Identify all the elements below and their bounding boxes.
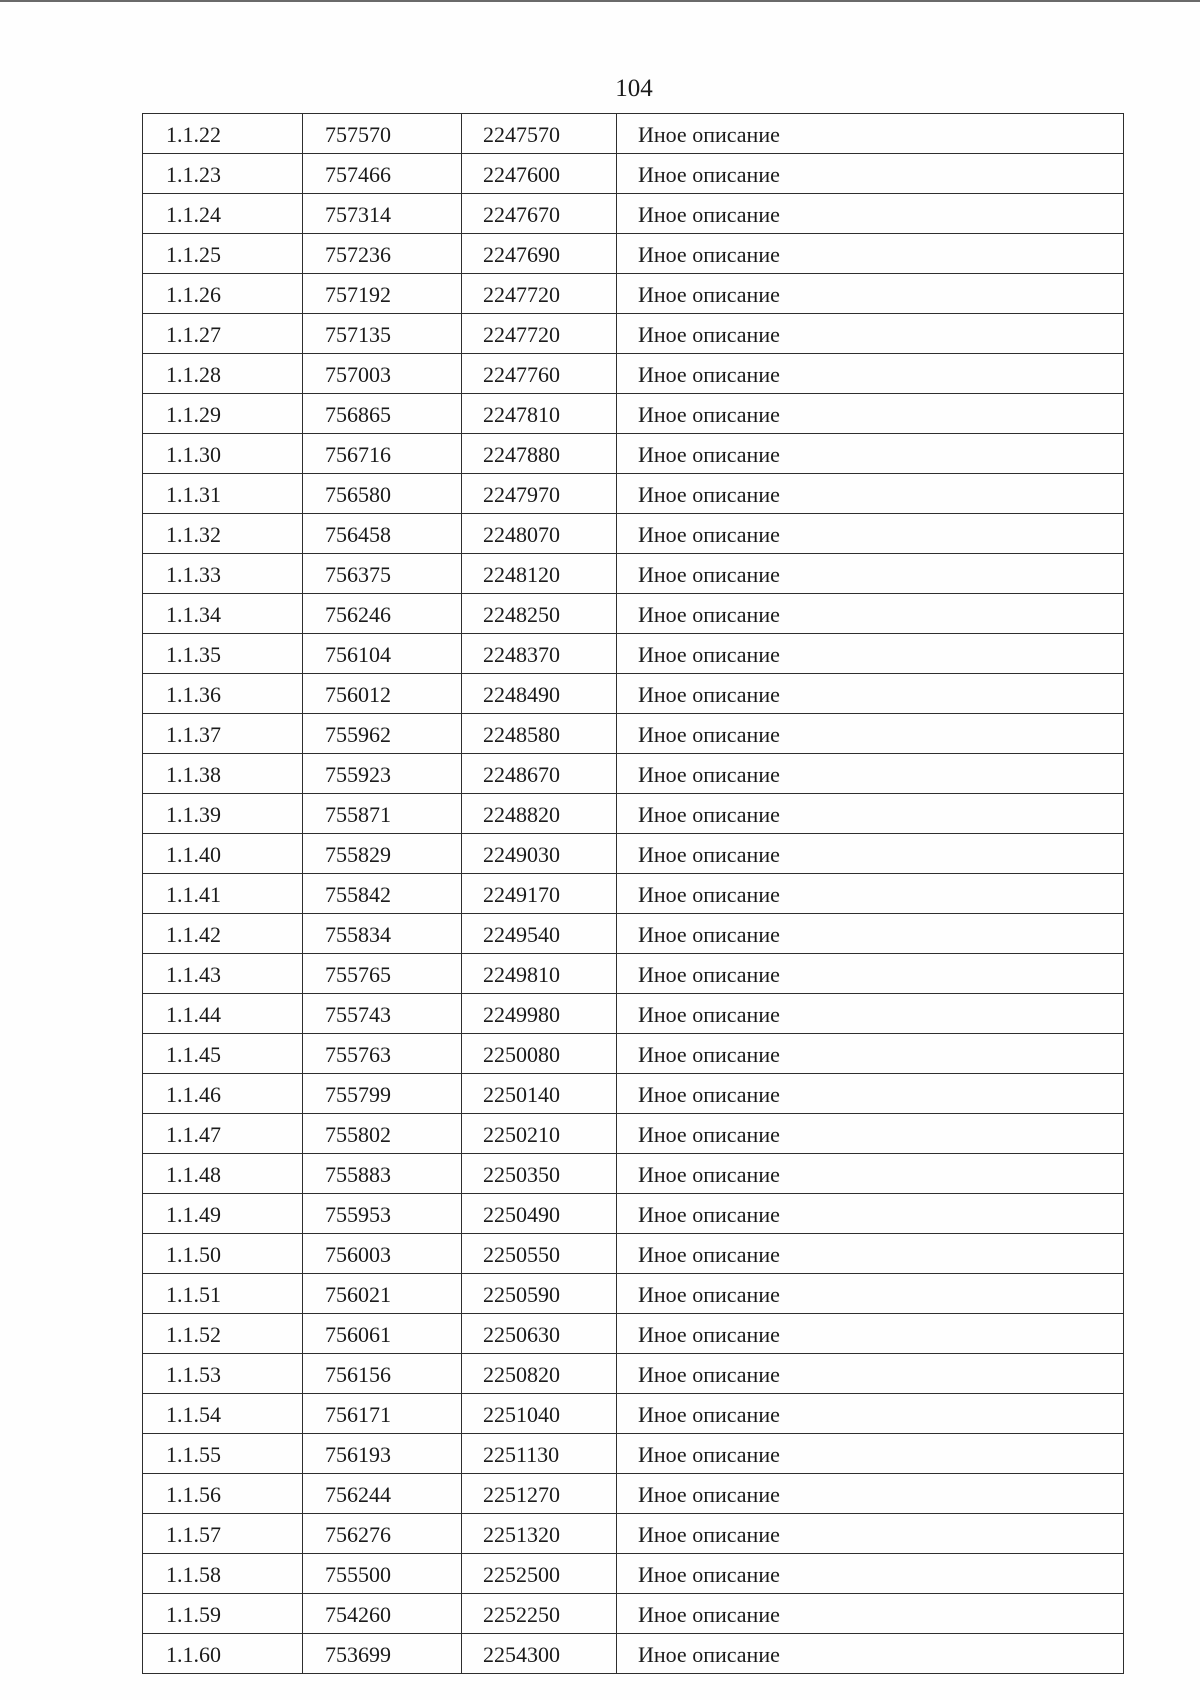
description-cell: Иное описание <box>617 1034 1124 1074</box>
x-coordinate-cell: 755871 <box>303 794 462 834</box>
point-number-cell: 1.1.49 <box>143 1194 303 1234</box>
y-coordinate-cell: 2248250 <box>462 594 617 634</box>
page-number: 104 <box>615 75 653 102</box>
description-cell: Иное описание <box>617 194 1124 234</box>
point-number-cell: 1.1.25 <box>143 234 303 274</box>
point-number-cell: 1.1.41 <box>143 874 303 914</box>
description-cell: Иное описание <box>617 994 1124 1034</box>
description-cell: Иное описание <box>617 1234 1124 1274</box>
y-coordinate-cell: 2249170 <box>462 874 617 914</box>
y-coordinate-cell: 2248070 <box>462 514 617 554</box>
table-body <box>143 114 1124 1674</box>
table-row <box>143 1194 1124 1234</box>
x-coordinate-cell: 756865 <box>303 394 462 434</box>
description-cell: Иное описание <box>617 1474 1124 1514</box>
table-row <box>143 474 1124 514</box>
table-row <box>143 674 1124 714</box>
x-coordinate-cell: 757314 <box>303 194 462 234</box>
x-coordinate-cell: 755500 <box>303 1554 462 1594</box>
point-number-cell: 1.1.37 <box>143 714 303 754</box>
point-number-cell: 1.1.43 <box>143 954 303 994</box>
x-coordinate-cell: 755834 <box>303 914 462 954</box>
table-row <box>143 434 1124 474</box>
table-row <box>143 1234 1124 1274</box>
table-row <box>143 354 1124 394</box>
description-cell: Иное описание <box>617 434 1124 474</box>
description-cell: Иное описание <box>617 394 1124 434</box>
point-number-cell: 1.1.59 <box>143 1594 303 1634</box>
x-coordinate-cell: 756061 <box>303 1314 462 1354</box>
description-cell: Иное описание <box>617 154 1124 194</box>
x-coordinate-cell: 757192 <box>303 274 462 314</box>
table-row <box>143 394 1124 434</box>
description-cell: Иное описание <box>617 554 1124 594</box>
y-coordinate-cell: 2250080 <box>462 1034 617 1074</box>
x-coordinate-cell: 757135 <box>303 314 462 354</box>
description-cell: Иное описание <box>617 1314 1124 1354</box>
x-coordinate-cell: 754260 <box>303 1594 462 1634</box>
description-cell: Иное описание <box>617 114 1124 154</box>
description-cell: Иное описание <box>617 1434 1124 1474</box>
point-number-cell: 1.1.55 <box>143 1434 303 1474</box>
point-number-cell: 1.1.40 <box>143 834 303 874</box>
scan-edge <box>0 0 1200 2</box>
x-coordinate-cell: 755883 <box>303 1154 462 1194</box>
point-number-cell: 1.1.26 <box>143 274 303 314</box>
point-number-cell: 1.1.31 <box>143 474 303 514</box>
table-row <box>143 514 1124 554</box>
table-row <box>143 834 1124 874</box>
point-number-cell: 1.1.28 <box>143 354 303 394</box>
x-coordinate-cell: 757570 <box>303 114 462 154</box>
description-cell: Иное описание <box>617 674 1124 714</box>
description-cell: Иное описание <box>617 954 1124 994</box>
description-cell: Иное описание <box>617 634 1124 674</box>
table-row <box>143 1314 1124 1354</box>
table-row <box>143 914 1124 954</box>
table-row <box>143 754 1124 794</box>
point-number-cell: 1.1.33 <box>143 554 303 594</box>
table-row <box>143 314 1124 354</box>
point-number-cell: 1.1.56 <box>143 1474 303 1514</box>
point-number-cell: 1.1.46 <box>143 1074 303 1114</box>
y-coordinate-cell: 2248580 <box>462 714 617 754</box>
point-number-cell: 1.1.35 <box>143 634 303 674</box>
x-coordinate-cell: 756580 <box>303 474 462 514</box>
description-cell: Иное описание <box>617 1114 1124 1154</box>
y-coordinate-cell: 2248670 <box>462 754 617 794</box>
y-coordinate-cell: 2247690 <box>462 234 617 274</box>
table-row <box>143 1554 1124 1594</box>
point-number-cell: 1.1.22 <box>143 114 303 154</box>
point-number-cell: 1.1.60 <box>143 1634 303 1674</box>
point-number-cell: 1.1.48 <box>143 1154 303 1194</box>
table-row <box>143 1474 1124 1514</box>
table-row <box>143 1074 1124 1114</box>
table-row <box>143 274 1124 314</box>
point-number-cell: 1.1.52 <box>143 1314 303 1354</box>
table-row <box>143 1634 1124 1674</box>
x-coordinate-cell: 757003 <box>303 354 462 394</box>
point-number-cell: 1.1.36 <box>143 674 303 714</box>
x-coordinate-cell: 757466 <box>303 154 462 194</box>
description-cell: Иное описание <box>617 1514 1124 1554</box>
x-coordinate-cell: 756021 <box>303 1274 462 1314</box>
point-number-cell: 1.1.44 <box>143 994 303 1034</box>
description-cell: Иное описание <box>617 1154 1124 1194</box>
y-coordinate-cell: 2250590 <box>462 1274 617 1314</box>
point-number-cell: 1.1.42 <box>143 914 303 954</box>
table-row <box>143 1034 1124 1074</box>
x-coordinate-cell: 756193 <box>303 1434 462 1474</box>
description-cell: Иное описание <box>617 234 1124 274</box>
y-coordinate-cell: 2249980 <box>462 994 617 1034</box>
x-coordinate-cell: 756012 <box>303 674 462 714</box>
y-coordinate-cell: 2252500 <box>462 1554 617 1594</box>
description-cell: Иное описание <box>617 714 1124 754</box>
description-cell: Иное описание <box>617 594 1124 634</box>
x-coordinate-cell: 755763 <box>303 1034 462 1074</box>
description-cell: Иное описание <box>617 874 1124 914</box>
point-number-cell: 1.1.45 <box>143 1034 303 1074</box>
description-cell: Иное описание <box>617 754 1124 794</box>
x-coordinate-cell: 755842 <box>303 874 462 914</box>
table-row <box>143 1154 1124 1194</box>
description-cell: Иное описание <box>617 834 1124 874</box>
x-coordinate-cell: 756458 <box>303 514 462 554</box>
point-number-cell: 1.1.30 <box>143 434 303 474</box>
y-coordinate-cell: 2251270 <box>462 1474 617 1514</box>
y-coordinate-cell: 2254300 <box>462 1634 617 1674</box>
point-number-cell: 1.1.58 <box>143 1554 303 1594</box>
point-number-cell: 1.1.34 <box>143 594 303 634</box>
y-coordinate-cell: 2247880 <box>462 434 617 474</box>
x-coordinate-cell: 755765 <box>303 954 462 994</box>
x-coordinate-cell: 756716 <box>303 434 462 474</box>
table-row <box>143 1354 1124 1394</box>
point-number-cell: 1.1.27 <box>143 314 303 354</box>
y-coordinate-cell: 2250550 <box>462 1234 617 1274</box>
table-row <box>143 1434 1124 1474</box>
y-coordinate-cell: 2252250 <box>462 1594 617 1634</box>
description-cell: Иное описание <box>617 274 1124 314</box>
description-cell: Иное описание <box>617 1074 1124 1114</box>
x-coordinate-cell: 755799 <box>303 1074 462 1114</box>
y-coordinate-cell: 2247600 <box>462 154 617 194</box>
table-row <box>143 874 1124 914</box>
y-coordinate-cell: 2247570 <box>462 114 617 154</box>
y-coordinate-cell: 2247670 <box>462 194 617 234</box>
y-coordinate-cell: 2250140 <box>462 1074 617 1114</box>
y-coordinate-cell: 2250210 <box>462 1114 617 1154</box>
table-row <box>143 794 1124 834</box>
table-row <box>143 1114 1124 1154</box>
description-cell: Иное описание <box>617 1554 1124 1594</box>
description-cell: Иное описание <box>617 514 1124 554</box>
x-coordinate-cell: 756244 <box>303 1474 462 1514</box>
y-coordinate-cell: 2250350 <box>462 1154 617 1194</box>
table-row <box>143 554 1124 594</box>
y-coordinate-cell: 2249030 <box>462 834 617 874</box>
point-number-cell: 1.1.53 <box>143 1354 303 1394</box>
y-coordinate-cell: 2248120 <box>462 554 617 594</box>
x-coordinate-cell: 755953 <box>303 1194 462 1234</box>
point-number-cell: 1.1.24 <box>143 194 303 234</box>
table-row <box>143 634 1124 674</box>
description-cell: Иное описание <box>617 354 1124 394</box>
x-coordinate-cell: 757236 <box>303 234 462 274</box>
y-coordinate-cell: 2250630 <box>462 1314 617 1354</box>
x-coordinate-cell: 753699 <box>303 1634 462 1674</box>
x-coordinate-cell: 756156 <box>303 1354 462 1394</box>
y-coordinate-cell: 2247720 <box>462 274 617 314</box>
y-coordinate-cell: 2250490 <box>462 1194 617 1234</box>
x-coordinate-cell: 756003 <box>303 1234 462 1274</box>
table-row <box>143 194 1124 234</box>
description-cell: Иное описание <box>617 314 1124 354</box>
x-coordinate-cell: 755962 <box>303 714 462 754</box>
x-coordinate-cell: 755829 <box>303 834 462 874</box>
description-cell: Иное описание <box>617 794 1124 834</box>
table-row <box>143 994 1124 1034</box>
y-coordinate-cell: 2251040 <box>462 1394 617 1434</box>
y-coordinate-cell: 2247810 <box>462 394 617 434</box>
description-cell: Иное описание <box>617 914 1124 954</box>
point-number-cell: 1.1.47 <box>143 1114 303 1154</box>
x-coordinate-cell: 756104 <box>303 634 462 674</box>
point-number-cell: 1.1.54 <box>143 1394 303 1434</box>
y-coordinate-cell: 2251320 <box>462 1514 617 1554</box>
point-number-cell: 1.1.38 <box>143 754 303 794</box>
point-number-cell: 1.1.29 <box>143 394 303 434</box>
y-coordinate-cell: 2248370 <box>462 634 617 674</box>
description-cell: Иное описание <box>617 474 1124 514</box>
description-cell: Иное описание <box>617 1634 1124 1674</box>
x-coordinate-cell: 755743 <box>303 994 462 1034</box>
description-cell: Иное описание <box>617 1354 1124 1394</box>
point-number-cell: 1.1.57 <box>143 1514 303 1554</box>
x-coordinate-cell: 756276 <box>303 1514 462 1554</box>
x-coordinate-cell: 755923 <box>303 754 462 794</box>
table-row <box>143 1594 1124 1634</box>
point-number-cell: 1.1.23 <box>143 154 303 194</box>
point-number-cell: 1.1.50 <box>143 1234 303 1274</box>
table-row <box>143 714 1124 754</box>
y-coordinate-cell: 2248820 <box>462 794 617 834</box>
table-row <box>143 1514 1124 1554</box>
y-coordinate-cell: 2250820 <box>462 1354 617 1394</box>
table-row <box>143 594 1124 634</box>
y-coordinate-cell: 2247970 <box>462 474 617 514</box>
table-row <box>143 1394 1124 1434</box>
table-row <box>143 154 1124 194</box>
point-number-cell: 1.1.51 <box>143 1274 303 1314</box>
table-row <box>143 954 1124 994</box>
y-coordinate-cell: 2251130 <box>462 1434 617 1474</box>
x-coordinate-cell: 755802 <box>303 1114 462 1154</box>
table-row <box>143 114 1124 154</box>
y-coordinate-cell: 2249540 <box>462 914 617 954</box>
description-cell: Иное описание <box>617 1274 1124 1314</box>
x-coordinate-cell: 756246 <box>303 594 462 634</box>
table-row <box>143 1274 1124 1314</box>
table-row <box>143 234 1124 274</box>
point-number-cell: 1.1.32 <box>143 514 303 554</box>
x-coordinate-cell: 756375 <box>303 554 462 594</box>
y-coordinate-cell: 2249810 <box>462 954 617 994</box>
y-coordinate-cell: 2247760 <box>462 354 617 394</box>
y-coordinate-cell: 2248490 <box>462 674 617 714</box>
y-coordinate-cell: 2247720 <box>462 314 617 354</box>
description-cell: Иное описание <box>617 1594 1124 1634</box>
x-coordinate-cell: 756171 <box>303 1394 462 1434</box>
description-cell: Иное описание <box>617 1394 1124 1434</box>
point-number-cell: 1.1.39 <box>143 794 303 834</box>
description-cell: Иное описание <box>617 1194 1124 1234</box>
coordinates-table <box>142 113 1124 1674</box>
